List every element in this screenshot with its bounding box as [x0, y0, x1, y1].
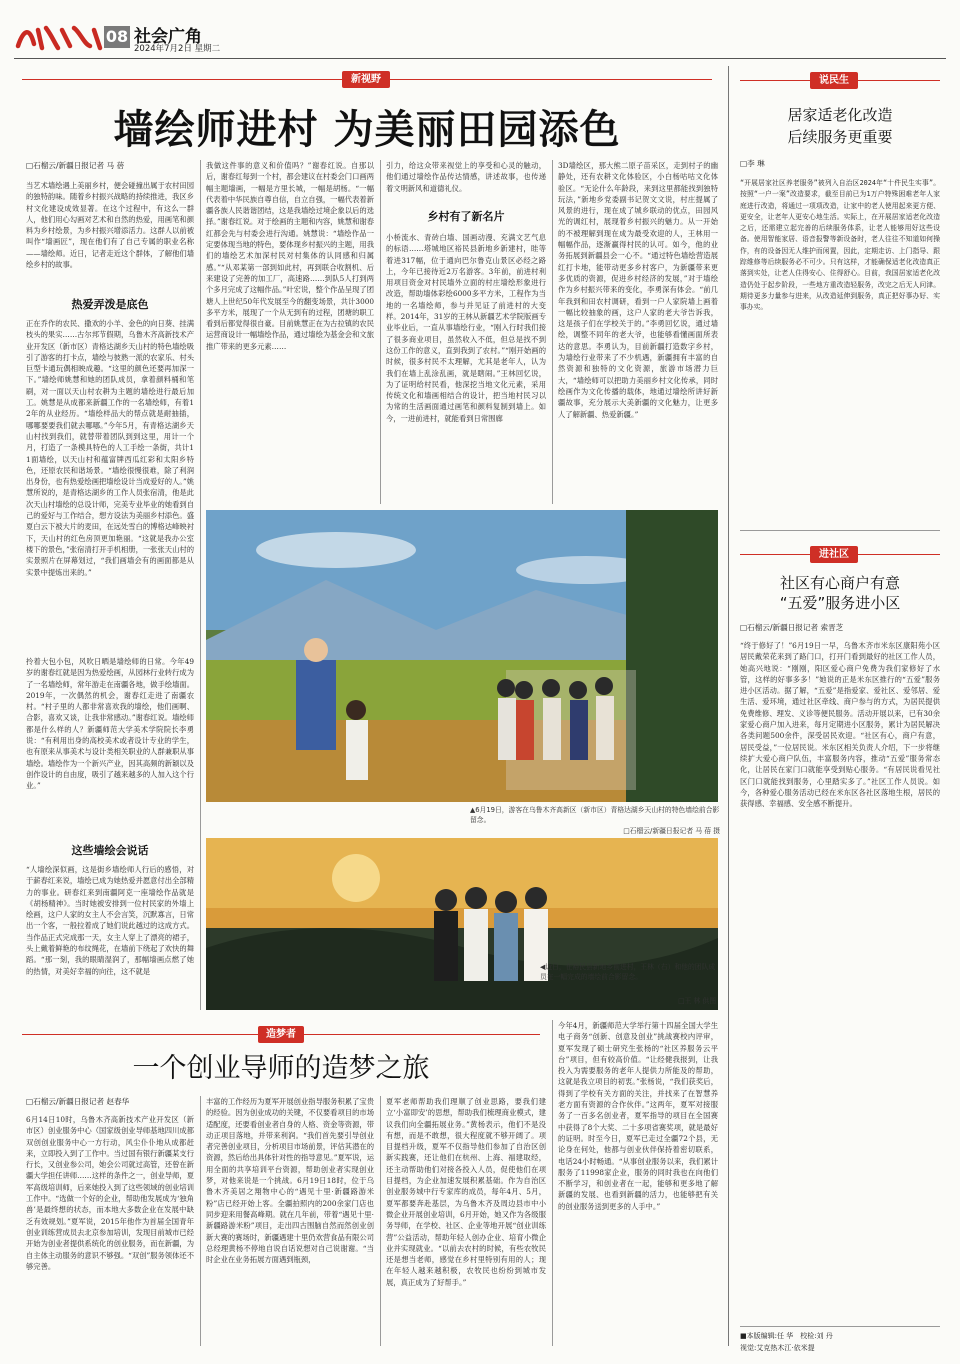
opinion-byline: □李 琳 [740, 159, 765, 168]
main-headline: 墙绘师进村 为美丽田园添色 [113, 107, 621, 153]
section-tag-xinshiye: 新视野 [342, 71, 390, 88]
bottom-headline: 一个创业导师的造梦之旅 [132, 1053, 430, 1084]
bottom-divider-1 [200, 1096, 201, 1346]
bottom-divider-3 [552, 1020, 553, 1346]
right-section-rule [740, 530, 940, 531]
photo1-credit: □石榴云/新疆日报记者 马 蓓 摄 [623, 827, 720, 835]
main-col3-b: 小桥流水、青砖白墙、国画动漫、充满文艺气息的标语……塔城地区裕民县新地乡新建村，眭等着进317幅，位于通向巴尔鲁克山景区必经之路上，今年已接待近2万名游客。3年前，前进村利用项目资金对村民墙外立面的村庄墙绘形象进行改造，帮助墙体彩绘6000多平方米，工程作为当地的一名墙绘师，参与并见证了前进村的大变样。2014年，31岁的王林从新疆艺术学院版画专业毕业后，一直从事墙绘行业，“刚入行时我们接了很多商业项目，虽然收入不低，但总是找不到这份工作的意义，直到我到了农村。”“刚开始画的时候，很多村民不太理解，尤其是老年人，认为我们在墙上乱涂乱画，就是瞎闹。”王林回忆说，为了证明给村民看，他深挖当地文化元素，采用传统文化和墙画相结合的设计，把当地村民习以为常的生活画面通过画笔和颜料复制到墙上。如今，一进前进村，就能看到日常围廊 [386, 233, 546, 423]
right-column-divider [728, 66, 729, 1346]
bottom-divider-2 [380, 1096, 381, 1346]
photo-artist-team [206, 838, 718, 1010]
opinion-headline-line1: 居家适老化改造 [787, 106, 893, 124]
main-byline: □石榴云/新疆日报记者 马 蓓 [26, 161, 125, 170]
masthead-logo [14, 22, 106, 52]
bottom-col3: 夏军老师帮助我们理顺了创业思路，要我们建立‘小富即安’的思想，帮助我们梳理商业模式，建议我们向全疆拓展业务。”黄杨表示，他们不是没有想，而是不敢想，很大程度就不够开阔了。项目提档升级，夏军不仅指导他们参加了自治区创新实践赛，还让他们在杭州、上海、福建取经，还主动帮助他们对接各投入人员，促使他们在项目提档，为企业加速发展积累基础。作为自治区创业服务城中行专家库的成员，每年4月、5月，夏军都要奔赴基层，为乌鲁木齐及周边县市中小微企业开展创业培训，6月开始，她又作为各级服务导师，在学校、社区、企业等地开展“创业训练营”公益活动，帮助年轻人创办企业、培育小微企业并实现就业。“以前去农村的时候，有些农牧民还是想当老师，感觉在乡村里特别有用的人；现在年轻人越来越积极，农牧民也纷纷到城市发展，真正成为了好帮手。” [386, 1097, 546, 1287]
col-divider-1 [200, 160, 201, 1010]
opinion-tag-rule-right [858, 80, 940, 81]
header-rule [14, 58, 946, 59]
col-divider-3 [552, 160, 553, 504]
subhead-passion: 热爱弄泼是底色 [71, 298, 149, 311]
subhead-murals-speak: 这些墙绘会说话 [71, 844, 149, 857]
bottom-tag-rule-left [22, 1034, 258, 1035]
masthead-logo-art [14, 22, 106, 52]
photo-mural-tourists [206, 510, 718, 802]
main-lead: 当艺术墙绘遇上美丽乡村，便会碰撞出属于农村田园的独特韵味。随着乡村振兴战略的持续推进，我区乡村文化建设成效显著。在这个过程中，有这么一群人，他们用心勾画对艺术和自然的热爱，用画笔和颜料为乡村绘景，为乡村振兴增添活力。这群人以前被叫作“墙画匠”，现在他们有了自己专属的职业名称——墙绘师。近日，记者走近这个群体，了解他们墙绘乡村的故事。 [26, 181, 194, 270]
community-byline: □石榴云/新疆日报记者 索晋芝 [740, 623, 844, 632]
bottom-byline: □石榴云/新疆日报记者 赵春华 [26, 1097, 130, 1106]
section-tag-shuominsheng: 说民生 [810, 72, 858, 89]
tag-rule-left [22, 79, 342, 80]
section-tag-jinshequ: 进社区 [810, 546, 858, 563]
issue-date: 2024年7月2日 星期二 [134, 44, 221, 54]
footer-rule [740, 1326, 940, 1327]
subhead-village-card: 乡村有了新名片 [427, 210, 505, 223]
photo-mural-tourists-art [206, 510, 718, 802]
photo2-caption: ◀近日，在裕民县新地乡前进村，王林（右）和他的团队成员在一幅完成的墙绘前合影留念。 [540, 963, 716, 981]
col-divider-2 [380, 160, 381, 504]
bottom-col1: 6月14日10时，乌鲁木齐高新技术产业开发区（新市区）创业服务中心（国家级创业导师基地四川成都双创创业服务中心一方行动，风尘仆仆地从成都赶来，立即投入到了工作中。当过国有银行新疆某支行行长，又创业参公司，她会公司就过高管，还曾在新疆大学担任讲师……这样的条件之一，创业导师，夏军高级培训师，后来她投入到了这些领域的创业培训工作中。“选做一个好的企业，帮助他发展成为‘独角兽’是最终想的状态，而本地大多数企业在发展中缺乏有效规划。”夏军说，2015年他作为首届全国青年创业训练营成员去北京参加培训，发现目前城市已经开始为创业者提供系统化的创业服务，而在新疆，为自主体主动服务的意识不够强。“双创”服务领体还不够完善。 [26, 1115, 194, 1271]
section-tag-zaomengzhe: 造梦者 [258, 1026, 304, 1043]
community-tag-rule-right [858, 554, 940, 555]
community-headline-line1: 社区有心商户有意 [779, 574, 900, 592]
bottom-tag-rule-right [304, 1034, 540, 1035]
opinion-headline-line2: 后续服务更重要 [787, 128, 893, 146]
opinion-body: “开展居家社区养老服务”被列入自治区2024年“十件民生实事”。按照“一户一案”改造要求，截至目前已为1万户特殊困难老年人家庭进行改造，将通过一项项改造，让家中的老人使用起来更方便、更安全，让老年人更安心地生活。实际上，在开展居家适老化改造之后，还需建立起完善的后续服务体系，让老人能够用好这些设备。使用智能家居、语音报警等新设备时，老人往往不知道如何操作，有的设备因无人维护而闲置，因此，定期走访、上门指导、跟踪维修等后续服务必不可少。只有这样，才能确保适老化改造真正落到实处，让老人住得安心、住得舒心。目前，我国居家适老化改造仍处于起步阶段，一些地方重改造轻服务，改完之后无人问津。期待更多力量参与进来，从改造延伸到服务，真正把好事办好、实事办实。 [740, 179, 940, 312]
main-col2: 我做这件事的意义和价值吗？”谢春红说。自那以后，谢春红每到一个村，都会建议在村委会门口画两幅主题墙画，一幅是方里长城，一幅是胡杨。“一幅代表着中华民族自尊自信，自立自强，一幅代表着新疆各族人民谐谐团结，这是我墙绘过境企象以后的选择。”谢春红说。对于绘画的主题和内容，姚慧和谢春红都会先与村委会进行沟通。姚慧说：“墙绘作品一定要体现当地的特色，要体现乡村振兴的主题，用我们的墙绘艺术加深村民对村集体的认同感和归属感。”“从邓某第一部到如此村，再到联合收割机、后来建设了完善的加工厂，高速路……到队5人打到两个多月完成了这幅作品。”叶宏说，整个作品呈现了团塘人上世纪50年代发展至今的翻变场景，共计3000多平方米，展现了一个从无到有的过程，团塘的职工看到后都觉得很自豪。目前姚慧正在为古拉镇的农民运营商设计一幅墙绘作品，通过墙绘为基金会和文旅推广带来的更多元素…… [206, 161, 374, 351]
opinion-tag-rule-left [740, 80, 810, 81]
photo1-caption: ▲6月19日，游客在乌鲁木齐高新区（新市区）青格达湖乡天山村的特色墙绘前合影留念。 [470, 806, 720, 824]
bottom-col4: 今年4月，新疆师范大学举行第十四届全国大学生电子商务“创新、创意及创业”挑战赛校内评审，夏军发现了硕士研究生张杨的“社区养服务云平台”项目，但有较高价值。“让经健我报到，让我投入为需要服务的老年人提供力所能及的帮助，这就是我立项目的初衷。”张杨说，“我们获奖后，得到了学校有关方面的关注，并找来了在智慧养老方面有资源的合作伙伴。”这两年，夏军对接服务了一百多名创业者，夏军指导的项目在全国赛中获得了8个大奖、二十多项省赛奖项，就是最好的证明。时至今日，夏军已走过全疆72个县，无论身在何处，他都与创业伙伴保持着密切联系，电话24小时畅通。“从事创业服务以来，我们累计服务了11998家企业，服务的同时我也在向他们不断学习，和创业者在一起，能够和更多地了解新疆的发展、也看到新疆的活力，也能够把有关的创业服务送到更多的人手中。” [558, 1021, 718, 1211]
main-col1-b: 拎着大包小包，风吹日晒是墙绘师的日常。今年49岁的谢春红就是因为热爱绘画，从园林行业转行成为了一名墙绘师，常年游走在南疆各地，做手绘墙面。2019年，一次偶然的机会，谢春红走进了南疆农村。“村子里的人都非常喜欢我的墙绘，他们画啊、合影，喜欢又谈，让我非常感动。”谢春红说。墙绘师都是什么样的人？新疆师范大学美术学院院长李勇说：“有利用出身的高校美术或者设计专业的学生，也有原来从事美术与设计类相关职业的人群兼职从事墙绘。墙绘作为一个新兴产业，因其高频的新颖以及创作设计的自由度，吸引了越来越多的人加入这个行业。” [26, 657, 194, 791]
photo2-credit: □王 林 供图 [678, 997, 716, 1005]
bottom-col2: 丰富的工作经历为夏军开展创业指导服务积累了宝贵的经验。因为创业成功的关键，不仅要看项目的市场适配度，还要看创业者自身的人格、资金等资源，带动正项目落地，并带来利润。“我们首先要引导创业者完善创业项目，分析项目市场前景，评估其潜在的资源，然后给出具体针对性的指导意见。”夏军说，运用全面的共享培训平台资源，帮助创业者实现创业梦，对他来说是一个挑战。6月19日18时，位于乌鲁木齐美居之翔物中心的“遇见十里·新疆路游米粉”店已经开始上客。全疆拍照内的200余家门店也同步迎来用餐高峰期。就在几年前，带着“遇见十里·新疆路游米粉”项目，走出四古围脑自然而然创业创新大赛的赛场时，新疆遇建十里仍欢营食品有限公司总经理黄杨不停地自说自话说想对自己说谢谢。“当时企业在业务拓展方面遇到瓶颈， [206, 1097, 374, 1265]
footer-editor: ■本版编辑:任 华 校检:刘 丹 [740, 1332, 833, 1340]
community-body: “终于修好了！”6月19日一早，乌鲁木齐市米东区康阳苑小区居民戴荣花来到了路门口，打开门看到最好的社区工作人员，她高兴地说：“刚刚，阳区爱心商户免费为我们家修好了水管，这样的好事多多！”她说的正是米东区推行的“五爱”服务进小区活动。据了解，“五爱”是指爱家、爱社区、爱邻居、爱生活、爱环境，通过社区牵线、商户参与的方式，为居民提供免费维修、理发、义诊等便民服务。活动开展以来，已有30余家爱心商户加入进来，每月定期进小区服务，累计为居民解决各类问题500余件，深受居民欢迎。“社区有心，商户有意，居民受益，”一位居民说。米东区相关负责人介绍，下一步将继续扩大爱心商户队伍，丰富服务内容，推动“五爱”服务常态化，让居民在家门口就能享受到贴心服务。“有居民说看见社区门口就能找到服务，心里踏实多了。”社区工作人员说。如今，各种爱心服务活动已经在米东区各社区落地生根，居民的获得感、幸福感、安全感不断提升。 [740, 641, 940, 809]
page-number: 08 [105, 27, 129, 46]
main-col3-a: 引力，给这众带来视觉上的享受和心灵的触动，他们通过墙绘作品传达情感，讲述故事，也传递着文明新风和道德礼仪。 [386, 161, 546, 193]
photo-artist-team-art [206, 838, 718, 1010]
main-col1-c: “人墙绘深似画，这是街乡墙绘师人行后的感悟，对于薪春红来说，墙绘已成为她热爱并愿意付出全部精力的事业。研春红来到南疆阿克一座墙绘作品就是《胡杨精神》。当时她被安排到一位村民家的外墙上绘画，这户人家的女主人不会言笑，沉默寡言，日常出一个客，一般拉着成了她们说此越过的这成方式。当作品正式完成那一天，女主人穿上了漂亮的裙子，头上戴着鲜艳的布纹绳花，在墙前下绕起了欢快的舞蹈。“那一刻，我的眼睛湿润了，那幅墙画点燃了她的热情，对美好幸福的向往，这不就是 [26, 865, 194, 976]
footer-designer: 视觉:艾克热木江·依米提 [740, 1344, 815, 1352]
tag-rule-right [390, 79, 712, 80]
main-col1-a: 正在乔作的农民、撒欢的小羊、金色的向日葵、挂满枝头的果实……古尔邦节假期，乌鲁木齐高新技术产业开发区（新市区）青格达湖乡天山村的特色墙绘吸引了游客的打卡点，墙绘与彼熟一派的农家乐、村头巨型卡通玩偶相映成趣。“这里的颜色还要再加深一下。”墙绘师姚慧和她的团队成员，拿着颜料桶和笔刷，对一面以天山村农耕为主题的墙绘进行最后加工。姚慧是从成都来新疆工作的一名墙绘师，有着12年的从业经历。“墙绘样品大的帮点就是耐抽插，哪哪要要我们就去哪哪。”今年5月，有青格达湖乡天山村找到我们，就替带着团队到到这里，用计一个月，打造了一条模具特色的人工手绘一条街，共计11面墙绘，以天山村和蕴富牌西瓜红彩和太阳乡特色，还原农民和谐场景。“墙绘很慢很难，除了利润出身份，也有热爱绘画把墙绘设计当成爱好的人。”姚慧所说的，是青格达湖乡的工作人员张宿清，他是此次天山村墙绘的总设计师，完美专业毕业的她看到自己的爱好与工作结合，想方设法为美丽乡村添色。盛夏白云下被大片的麦田，在远处雪白的博格达峰映衬下，天山村的红色房顶更加艳丽。“这就是我办公室楼下的景色，”张宿清打开手机相册，一张张天山村的实景照片在屏幕划过，“我们画墙会有的画面都是从实景中提炼出来的。” [26, 319, 194, 577]
community-headline-line2: “五爱”服务进小区 [779, 594, 901, 612]
section-title: 社会广角 [134, 27, 202, 47]
main-col4: 3D墙绘区，那大熊二原子苗采区，走到村子的幽静处，还有农耕文化体验区，小白杨咕咕文化体验区。“无论什么年龄段，来到这里都能找到独特玩法，”新地乡党委副书记贺文文说，村庄提属了风景的进行，现在成了城乡联动的优点，田园风光的调红村，展现着乡村振兴的魅力。从一开始的不被理解到现在成为最受欢迎的人，王林用一幅幅作品，逐渐赢得村民的认可。如今，他的业务拓展到新疆县会一心不。“通过特色墙绘营造展红打卡地，能带动更多乡村客户，为新疆带来更多优质的资源，促进乡村经济的发展，”对于墙绘作为乡村振兴带来的变化，李勇深有体会。“前几年我到和田农村调研，看到一户人家院墙上画着一幅比较抽象的画，这户人家的老大爷告诉我，这是孩子们在学校关于的。”李勇回忆说，通过墙绘，调整不同年的老大爷，也能够看懂画面所表达的意思。李勇认为，目前新疆打造数字乡村，为墙绘行业带来了不少机遇，新疆拥有丰富的自然资源和独特的文化资源，旅游市场潜力巨大，“墙绘师可以把助力美丽乡村文化传承，同时绘画作为文化传播的载体，地通过墙绘所讲好新疆故事，充分展示大美新疆的文化魅力，让更多人了解新疆、热爱新疆。” [558, 161, 718, 419]
community-tag-rule-left [740, 554, 810, 555]
